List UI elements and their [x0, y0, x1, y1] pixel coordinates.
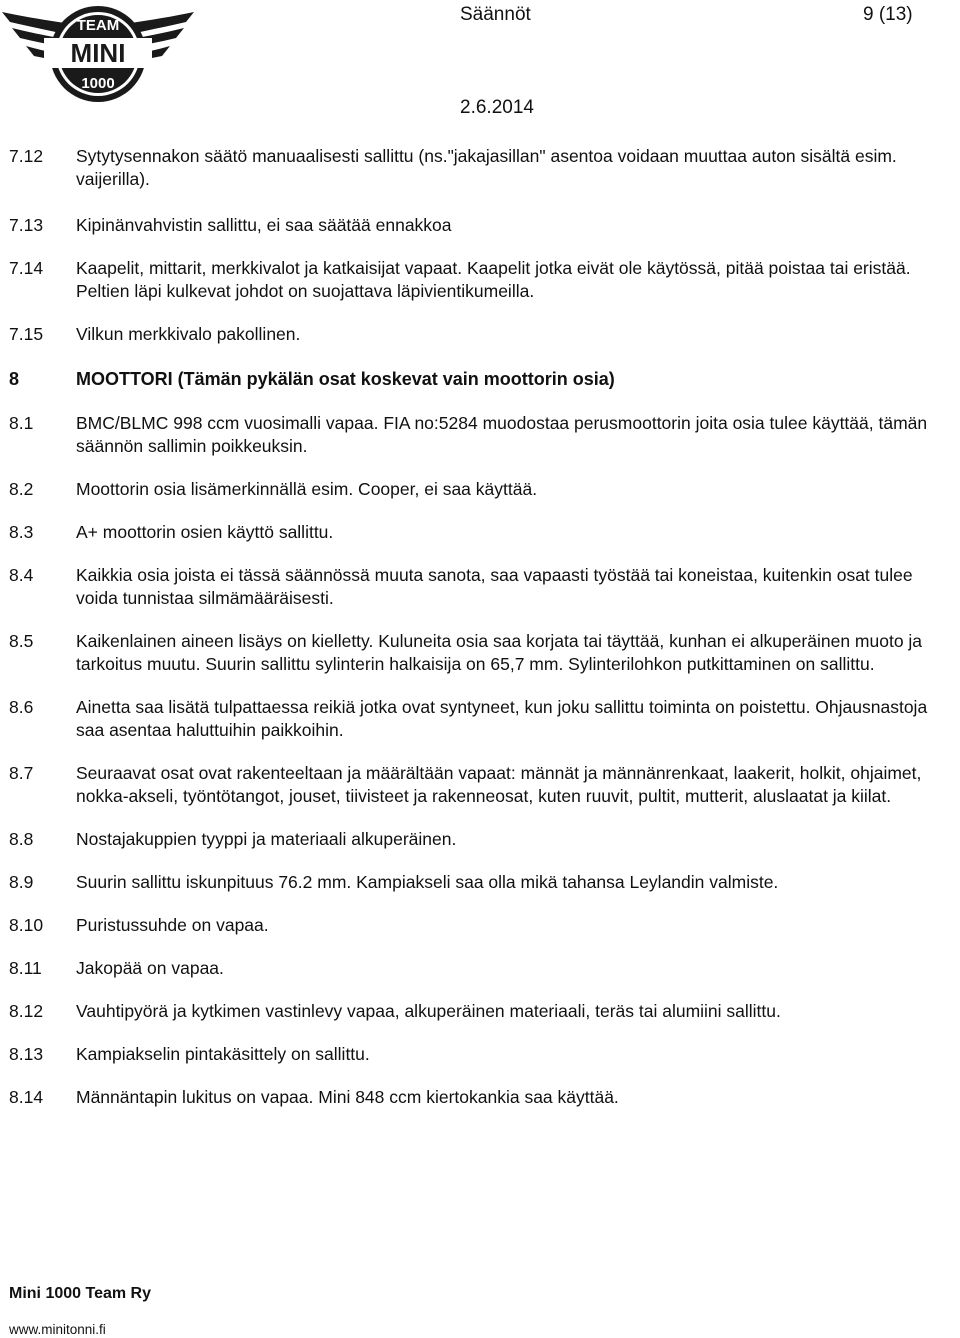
rule-item	[9, 1000, 954, 1023]
rule-number: 7.13	[9, 215, 44, 235]
rule-text: Suurin sallittu iskunpituus 76.2 mm. Kampiakseli saa olla mikä tahansa Leylandin valmiste.	[76, 872, 779, 892]
rule-text: Kipinänvahvistin sallittu, ei saa säätää ennakkoa	[76, 215, 452, 235]
rule-number: 8.1	[9, 413, 34, 433]
rule-number: 7.15	[9, 324, 44, 344]
document-title: Säännöt	[460, 4, 531, 25]
rule-number: 8.6	[9, 697, 34, 717]
rule-number: 8.7	[9, 763, 34, 783]
rule-text: Männäntapin lukitus on vapaa. Mini 848 ccm kiertokankia saa käyttää.	[76, 1087, 619, 1107]
rule-item	[9, 257, 954, 303]
rule-text: Moottorin osia lisämerkinnällä esim. Cooper, ei saa käyttää.	[76, 479, 538, 499]
rule-text: Puristussuhde on vapaa.	[76, 915, 269, 935]
rule-item	[9, 412, 954, 458]
rule-item	[9, 1043, 954, 1066]
rule-text: BMC/BLMC 998 ccm vuosimalli vapaa. FIA no:5284 muodostaa perusmoottorin joita osia tulee käyttää, tämän säännön sallimin poikkeuksin.	[76, 413, 928, 456]
rule-text: Jakopää on vapaa.	[76, 958, 224, 978]
rule-item	[9, 145, 954, 191]
logo-team-text: TEAM	[76, 17, 120, 34]
section-title: MOOTTORI (Tämän pykälän osat koskevat vain moottorin osia)	[76, 369, 615, 389]
rule-item	[9, 521, 954, 544]
rule-item	[9, 957, 954, 980]
rule-number: 7.14	[9, 258, 44, 278]
rule-number: 8.14	[9, 1087, 44, 1107]
rule-number: 8.8	[9, 829, 34, 849]
footer-website-link[interactable]: www.minitonni.fi	[9, 1322, 106, 1337]
rule-item	[9, 828, 954, 851]
rule-text: Nostajakuppien tyyppi ja materiaali alkuperäinen.	[76, 829, 457, 849]
rule-text: Kaapelit, mittarit, merkkivalot ja katkaisijat vapaat. Kaapelit jotka eivät ole käytössä, pitää poistaa tai eristää. Peltien läpi kulkevat johdot on suojattava läpivientikumeilla.	[76, 258, 911, 301]
rule-text: Ainetta saa lisätä tulpattaessa reikiä jotka ovat syntyneet, kun joku sallittu toiminta on poistettu. Ohjausnastoja saa asentaa haluttuihin paikkoihin.	[76, 697, 928, 740]
rule-item	[9, 871, 954, 894]
footer-organization: Mini 1000 Team Ry	[9, 1285, 151, 1302]
rule-item	[9, 478, 954, 501]
rule-text: Vauhtipyörä ja kytkimen vastinlevy vapaa, alkuperäinen materiaali, teräs tai alumiini sallittu.	[76, 1001, 781, 1021]
rule-number: 8.2	[9, 479, 34, 499]
logo-1000-text: 1000	[81, 75, 115, 92]
rule-text: Vilkun merkkivalo pakollinen.	[76, 324, 301, 344]
rule-item	[9, 696, 954, 742]
rule-text: A+ moottorin osien käyttö sallittu.	[76, 522, 334, 542]
rule-item	[9, 564, 954, 610]
rule-item	[9, 914, 954, 937]
rules-list	[9, 145, 954, 1109]
rule-number: 8.10	[9, 915, 44, 935]
rule-number: 8.11	[9, 958, 42, 978]
page-number: 9 (13)	[863, 4, 913, 25]
rule-number: 8.12	[9, 1001, 44, 1021]
rule-number: 8.5	[9, 631, 34, 651]
rule-text: Sytytysennakon säätö manuaalisesti sallittu (ns."jakajasillan" asentoa voidaan muuttaa auton sisältä esim. vaijerilla).	[76, 146, 897, 189]
rule-item	[9, 1086, 954, 1109]
rule-item	[9, 214, 954, 237]
rule-number: 8.4	[9, 565, 34, 585]
rule-text: Kampiakselin pintakäsittely on sallittu.	[76, 1044, 370, 1064]
section-number: 8	[9, 369, 20, 389]
rule-number: 8.13	[9, 1044, 44, 1064]
rule-text: Kaikkia osia joista ei tässä säännössä muuta sanota, saa vapaasti työstää tai koneistaa, kuitenkin osat tulee voida tunnistaa silmämääräisesti.	[76, 565, 913, 608]
rule-text: Kaikenlainen aineen lisäys on kielletty. Kuluneita osia saa korjata tai täyttää, kunhan ei alkuperäinen muoto ja tarkoitus muutu. Suurin sallittu sylinterin halkaisija on 65,7 mm. Sylinterilohkon putkittaminen on sallittu.	[76, 631, 923, 674]
document-date: 2.6.2014	[460, 97, 534, 118]
rule-number: 8.9	[9, 872, 34, 892]
rule-item	[9, 323, 954, 346]
section-heading	[9, 368, 954, 391]
rule-number: 8.3	[9, 522, 34, 542]
team-mini-1000-logo	[0, 0, 196, 108]
logo-mini-text: MINI	[70, 38, 126, 68]
rule-number: 7.12	[9, 146, 44, 166]
rule-text: Seuraavat osat ovat rakenteeltaan ja määrältään vapaat: männät ja männänrenkaat, laakerit, holkit, ohjaimet, nokka-akseli, työntötangot, jouset, tiivisteet ja rakenneosat, kuten ruuvit, pultit, mutterit, aluslaatat ja kiilat.	[76, 763, 922, 806]
rule-item	[9, 630, 954, 676]
rule-item	[9, 762, 954, 808]
